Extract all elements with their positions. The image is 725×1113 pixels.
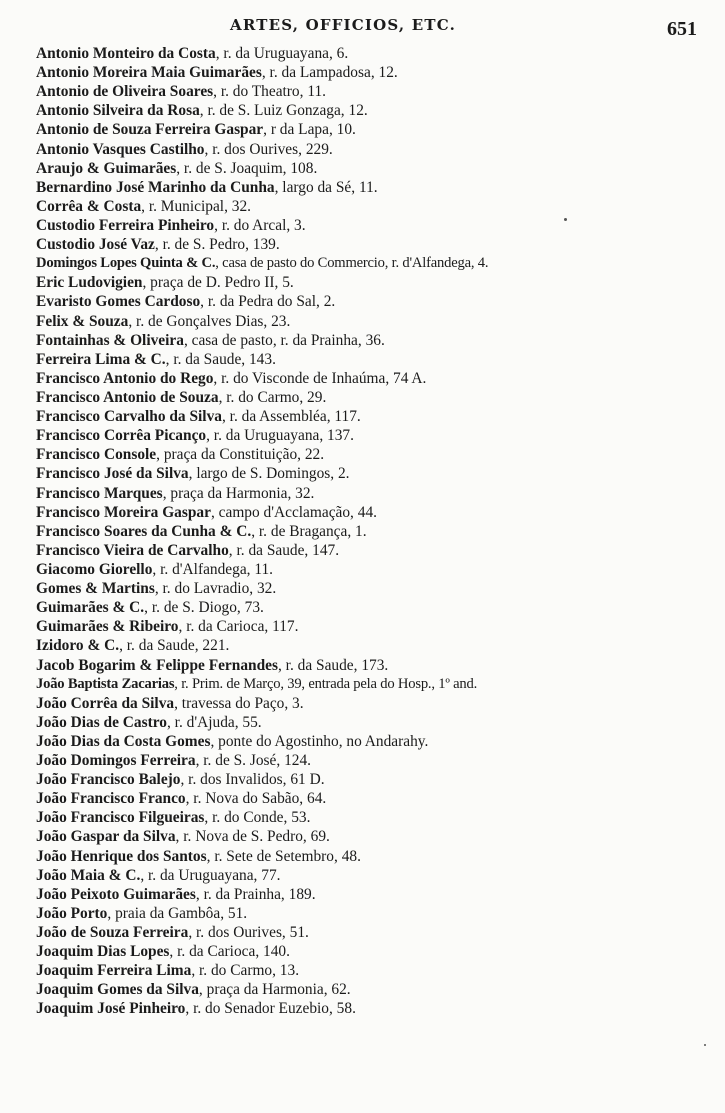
entry-name: João Henrique dos Santos bbox=[36, 847, 207, 865]
directory-entry bbox=[36, 426, 716, 445]
entry-name: Francisco Antonio de Souza bbox=[36, 388, 219, 406]
entry-address: , r. do Arcal, 3. bbox=[214, 216, 306, 234]
entry-name: João Peixoto Guimarães bbox=[36, 885, 196, 903]
entry-address: , r. da Uruguayana, 6. bbox=[215, 45, 349, 62]
entry-address: , r. da Pedra do Sal, 2. bbox=[200, 293, 336, 311]
entry-address: , r. da Lampadosa, 12. bbox=[261, 64, 398, 82]
entry-name: Evaristo Gomes Cardoso bbox=[36, 293, 201, 311]
directory-entry bbox=[36, 560, 716, 579]
directory-entry bbox=[36, 541, 716, 560]
directory-entry bbox=[36, 292, 716, 311]
entry-name: Francisco Moreira Gaspar bbox=[36, 503, 211, 521]
directory-entry bbox=[36, 656, 716, 675]
entry-address: , r. do Senador Euzebio, 58. bbox=[185, 1000, 356, 1018]
entry-address: , r. dos Invalidos, 61 D. bbox=[180, 771, 325, 789]
entry-name: João Dias de Castro bbox=[36, 713, 167, 731]
directory-entry bbox=[36, 312, 716, 331]
entry-address: , casa de pasto, r. da Prainha, 36. bbox=[183, 331, 385, 349]
directory-entry bbox=[36, 732, 716, 751]
entry-address: , r. da Uruguayana, 77. bbox=[140, 866, 281, 884]
directory-entry bbox=[36, 999, 716, 1018]
entry-address: , r da Lapa, 10. bbox=[263, 121, 356, 139]
entry-name: João Francisco Franco bbox=[36, 790, 186, 808]
ink-speck-decoration bbox=[564, 218, 567, 221]
entry-address: , r. da Uruguayana, 137. bbox=[206, 427, 354, 445]
entry-address: , r. da Carioca, 140. bbox=[169, 943, 290, 961]
entry-name: Ferreira Lima & C. bbox=[36, 350, 166, 368]
entry-address: , r. da Saude, 143. bbox=[165, 350, 276, 368]
entry-name: Felix & Souza bbox=[36, 312, 129, 330]
directory-entry bbox=[36, 445, 716, 464]
entry-address: , r. de Bragança, 1. bbox=[251, 522, 367, 540]
entry-address: , r. da Assembléa, 117. bbox=[221, 408, 361, 426]
directory-entry bbox=[36, 675, 716, 694]
entry-address: , r. Nova do Sabão, 64. bbox=[185, 790, 327, 808]
directory-entry bbox=[36, 178, 716, 197]
entry-name: Giacomo Giorello bbox=[36, 560, 153, 578]
entry-address: , r. da Carioca, 117. bbox=[178, 618, 299, 636]
directory-entry bbox=[36, 407, 716, 426]
entry-address: , r. Prim. de Março, 39, entrada pela do Hosp., 1º and. bbox=[174, 675, 478, 692]
entry-address: , r. do Carmo, 29. bbox=[218, 388, 327, 406]
directory-entry bbox=[36, 254, 716, 273]
entry-address: , r. de S. Diogo, 73. bbox=[144, 599, 264, 617]
directory-entry bbox=[36, 331, 716, 350]
entry-address: , r. da Prainha, 189. bbox=[195, 885, 316, 903]
entry-address: , r. dos Ourives, 51. bbox=[188, 924, 309, 942]
entry-address: , r. da Saude, 147. bbox=[228, 541, 340, 559]
entry-name: Corrêa & Costa bbox=[36, 197, 142, 215]
entry-address: , r. do Lavradio, 32. bbox=[154, 580, 277, 598]
entry-name: Francisco Vieira de Carvalho bbox=[36, 541, 229, 559]
entry-name: João Francisco Balejo bbox=[36, 771, 181, 789]
entry-name: Antonio Vasques Castilho bbox=[36, 140, 205, 158]
directory-entry bbox=[36, 44, 716, 63]
directory-entry bbox=[36, 713, 716, 732]
entry-address: , ponte do Agostinho, no Andarahy. bbox=[210, 732, 429, 750]
entry-name: Francisco Console bbox=[36, 446, 157, 464]
directory-entry bbox=[36, 388, 716, 407]
entry-name: Izidoro & C. bbox=[36, 637, 120, 655]
directory-entry bbox=[36, 235, 716, 254]
page-header bbox=[0, 14, 725, 40]
entry-name: João Corrêa da Silva bbox=[36, 694, 175, 712]
entry-name: Francisco Marques bbox=[36, 484, 163, 502]
directory-entry bbox=[36, 617, 716, 636]
directory-entry bbox=[36, 904, 716, 923]
directory-entry bbox=[36, 770, 716, 789]
entry-name: Bernardino José Marinho da Cunha bbox=[36, 178, 275, 196]
directory-entry bbox=[36, 140, 716, 159]
directory-entry bbox=[36, 82, 716, 101]
directory-entry bbox=[36, 63, 716, 82]
entry-address: , r. do Conde, 53. bbox=[204, 809, 311, 827]
directory-entry bbox=[36, 159, 716, 178]
entry-address: , r. de S. Joaquim, 108. bbox=[176, 159, 318, 177]
entry-address: , r. de S. José, 124. bbox=[195, 752, 312, 770]
entry-address: , praça da Harmonia, 62. bbox=[198, 981, 351, 999]
entry-name: João Baptista Zacarias bbox=[36, 675, 175, 692]
directory-entry bbox=[36, 522, 716, 541]
directory-entry bbox=[36, 827, 716, 846]
entry-name: Gomes & Martins bbox=[36, 580, 155, 598]
entry-address: , casa de pasto do Commercio, r. d'Alfandega, 4. bbox=[215, 255, 489, 272]
page-number: 651 bbox=[667, 18, 697, 40]
directory-entry bbox=[36, 636, 716, 655]
entry-name: João Maia & C. bbox=[36, 866, 141, 884]
entry-name: Joaquim Dias Lopes bbox=[36, 943, 170, 961]
entry-name: Eric Ludovigien bbox=[36, 274, 143, 292]
directory-entry bbox=[36, 579, 716, 598]
directory-entry bbox=[36, 866, 716, 885]
entry-name: Francisco Soares da Cunha & C. bbox=[36, 522, 252, 540]
entry-address: , travessa do Paço, 3. bbox=[174, 694, 304, 712]
directory-entry bbox=[36, 789, 716, 808]
directory-entry bbox=[36, 503, 716, 522]
entry-address: , praça da Constituição, 22. bbox=[156, 446, 325, 464]
directory-entry bbox=[36, 751, 716, 770]
ink-speck-decoration bbox=[704, 1044, 706, 1046]
directory-entries bbox=[36, 44, 716, 1019]
entry-name: Francisco Corrêa Picanço bbox=[36, 427, 207, 445]
entry-name: Araujo & Guimarães bbox=[36, 159, 177, 177]
entry-name: Antonio de Souza Ferreira Gaspar bbox=[36, 121, 264, 139]
directory-entry bbox=[36, 808, 716, 827]
entry-name: Antonio Silveira da Rosa bbox=[36, 102, 200, 120]
entry-name: João Francisco Filgueiras bbox=[36, 809, 205, 827]
directory-entry bbox=[36, 464, 716, 483]
directory-entry bbox=[36, 847, 716, 866]
entry-address: , r. Municipal, 32. bbox=[141, 197, 252, 215]
entry-address: , r. dos Ourives, 229. bbox=[204, 140, 333, 158]
entry-name: Joaquim Gomes da Silva bbox=[36, 981, 199, 999]
entry-address: , campo d'Acclamação, 44. bbox=[210, 503, 377, 521]
entry-name: Custodio Ferreira Pinheiro bbox=[36, 216, 215, 234]
entry-name: Jacob Bogarim & Felippe Fernandes bbox=[36, 656, 278, 674]
entry-name: Custodio José Vaz bbox=[36, 236, 155, 254]
entry-address: , r. Sete de Setembro, 48. bbox=[206, 847, 361, 865]
entry-name: João de Souza Ferreira bbox=[36, 924, 189, 942]
entry-address: , r. Nova de S. Pedro, 69. bbox=[175, 828, 330, 846]
directory-entry bbox=[36, 961, 716, 980]
directory-entry bbox=[36, 923, 716, 942]
entry-name: Francisco Carvalho da Silva bbox=[36, 408, 222, 426]
directory-entry bbox=[36, 598, 716, 617]
entry-address: , r. de S. Luiz Gonzaga, 12. bbox=[199, 102, 368, 120]
entry-address: , r. da Saude, 173. bbox=[277, 656, 389, 674]
entry-name: João Porto bbox=[36, 904, 108, 922]
directory-entry bbox=[36, 885, 716, 904]
entry-address: , largo de S. Domingos, 2. bbox=[188, 465, 350, 483]
entry-address: , r. do Visconde de Inhaúma, 74 A. bbox=[213, 369, 427, 387]
entry-name: Domingos Lopes Quinta & C. bbox=[36, 255, 216, 272]
entry-address: , praia da Gambôa, 51. bbox=[107, 904, 248, 922]
entry-address: , praça de D. Pedro II, 5. bbox=[142, 274, 294, 292]
entry-name: João Gaspar da Silva bbox=[36, 828, 176, 846]
entry-address: , r. d'Alfandega, 11. bbox=[152, 560, 274, 578]
entry-name: Joaquim José Pinheiro bbox=[36, 1000, 186, 1018]
entry-address: , praça da Harmonia, 32. bbox=[162, 484, 315, 502]
directory-entry bbox=[36, 273, 716, 292]
entry-name: Francisco Antonio do Rego bbox=[36, 369, 214, 387]
entry-name: João Domingos Ferreira bbox=[36, 752, 196, 770]
entry-address: , largo da Sé, 11. bbox=[274, 178, 378, 196]
directory-entry bbox=[36, 216, 716, 235]
entry-name: Guimarães & Ribeiro bbox=[36, 618, 179, 636]
directory-entry bbox=[36, 484, 716, 503]
entry-address: , r. da Saude, 221. bbox=[119, 637, 230, 655]
entry-address: , r. de S. Pedro, 139. bbox=[154, 236, 280, 254]
directory-entry bbox=[36, 942, 716, 961]
directory-entry bbox=[36, 980, 716, 999]
directory-entry bbox=[36, 694, 716, 713]
entry-address: , r. de Gonçalves Dias, 23. bbox=[128, 312, 291, 330]
directory-entry bbox=[36, 350, 716, 369]
directory-entry bbox=[36, 101, 716, 120]
entry-name: Guimarães & C. bbox=[36, 599, 145, 617]
directory-entry bbox=[36, 197, 716, 216]
entry-name: João Dias da Costa Gomes bbox=[36, 732, 211, 750]
entry-address: , r. do Theatro, 11. bbox=[213, 83, 326, 101]
directory-entry bbox=[36, 369, 716, 388]
running-head: ARTES, OFFICIOS, ETC. bbox=[230, 16, 457, 34]
entry-address: , r. do Carmo, 13. bbox=[191, 962, 300, 980]
entry-name: Fontainhas & Oliveira bbox=[36, 331, 184, 349]
entry-name: Joaquim Ferreira Lima bbox=[36, 962, 192, 980]
entry-name: Antonio Monteiro da Costa bbox=[36, 45, 216, 62]
entry-name: Antonio de Oliveira Soares bbox=[36, 83, 214, 101]
entry-name: Antonio Moreira Maia Guimarães bbox=[36, 64, 262, 82]
entry-address: , r. d'Ajuda, 55. bbox=[166, 713, 262, 731]
entry-name: Francisco José da Silva bbox=[36, 465, 189, 483]
directory-entry bbox=[36, 120, 716, 139]
